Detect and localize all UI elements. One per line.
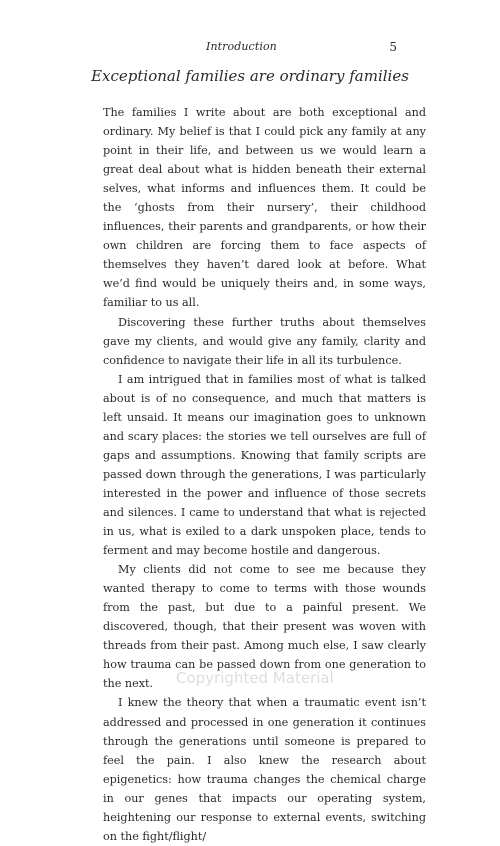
paragraph: My clients did not come to see me because they wanted therapy to come to terms with those wounds from the past, but due to a painful present. We discovered, though, that their present was woven with threads from their past. Among much else, I saw clearly how trauma can be passed down from one generation to the next. — [103, 563, 426, 691]
running-head — [103, 40, 397, 56]
copyright-watermark: Copyrighted Material — [176, 669, 334, 687]
paragraph: I am intrigued that in families most of what is talked about is of no consequence, and much that matters is left unsaid. It means our imagination goes to unknown and scary places: the stories we tell ourselves are full of gaps and assumptions. Knowing that family scripts are passed down through the generations, I was particularly interested in the power and influence of those secrets and silences. I came to understand that what is rejected in us, what is exiled to a dark unspoken place, tends to ferment and may become hostile and dangerous. — [103, 372, 426, 558]
section-heading: Exceptional families are ordinary families — [91, 67, 409, 85]
body-text — [103, 103, 426, 846]
paragraph: I knew the theory that when a traumatic event isn’t addressed and processed in one generation it continues through the generations until someone is prepared to feel the pain. I also knew the research about epigenetics: how trauma changes the chemical charge in our genes that impacts our operating system, heightening our response to external events, switching on the fight/flight/ — [103, 696, 426, 843]
paragraph: Discovering these further truths about themselves gave my clients, and would give any family, clarity and confidence to navigate their life in all its turbulence. — [103, 315, 426, 367]
running-head-title: Introduction — [206, 40, 277, 53]
paragraph: The families I write about are both exceptional and ordinary. My belief is that I could pick any family at any point in their life, and between us we would learn a great deal about what is hidden beneath their external selves, what informs and influences them. It could be the ‘ghosts from their nursery’, their childhood influences, their parents and grandparents, or how their own children are forcing them to face aspects of themselves they haven’t dared look at before. What we’d find would be uniquely theirs and, in some ways, familiar to us all. — [103, 106, 426, 310]
page-number: 5 — [389, 40, 397, 54]
